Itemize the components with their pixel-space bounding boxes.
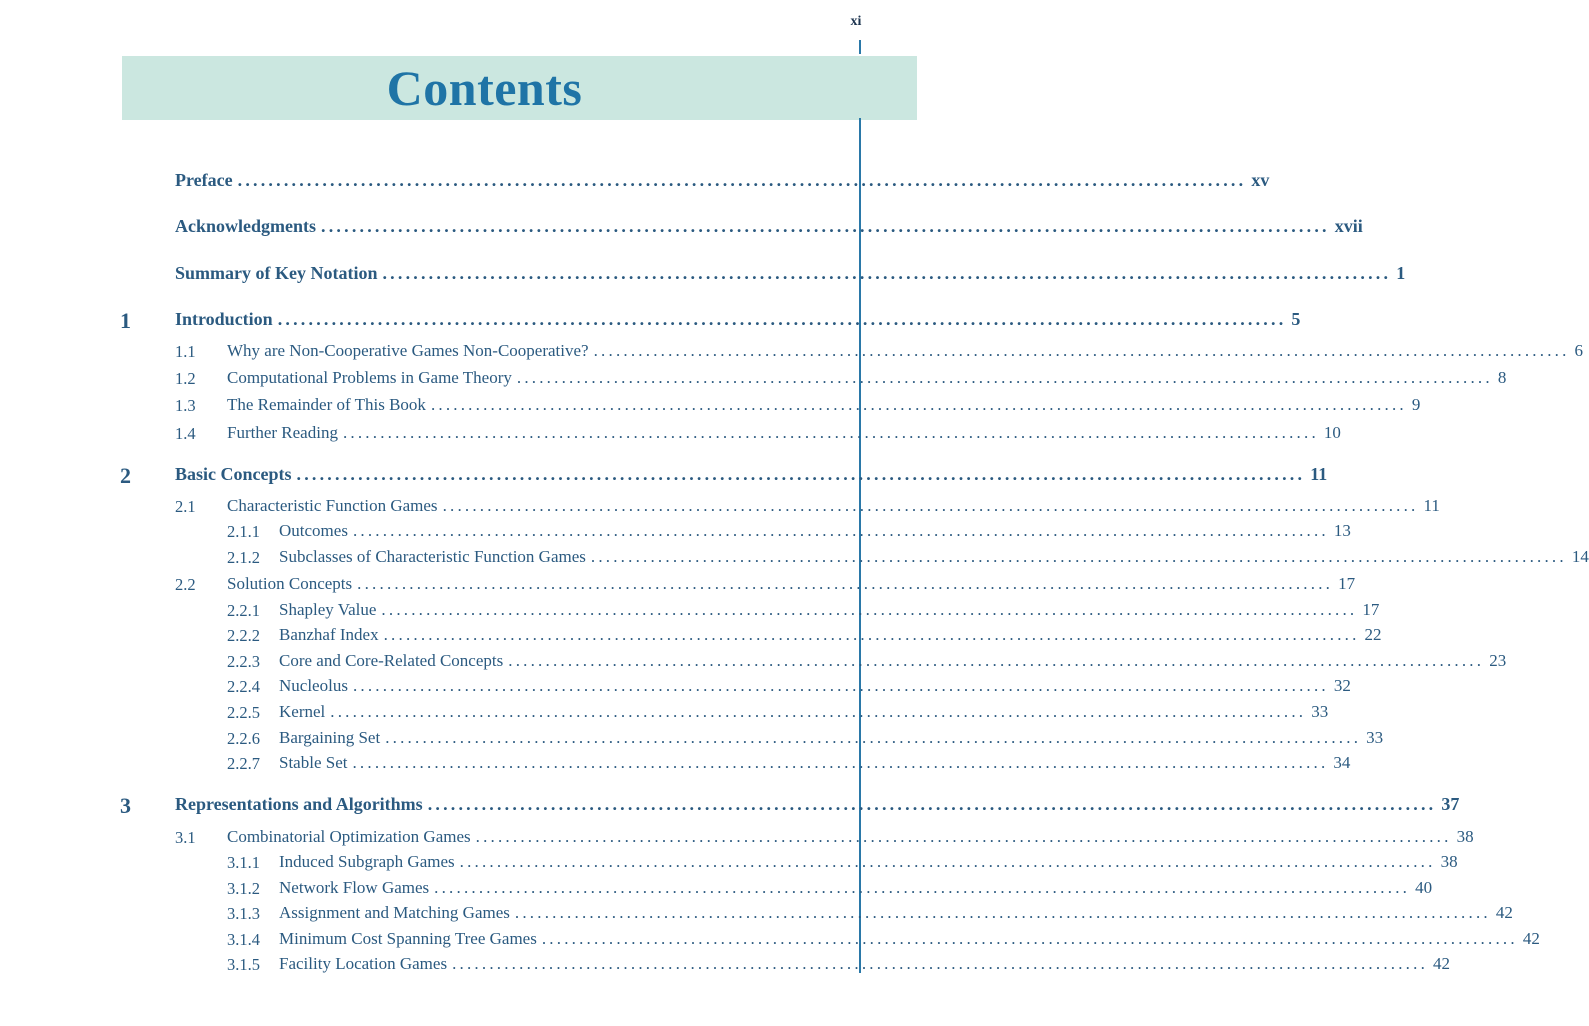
- leader-dots: ...................................................................................................................................: [342, 423, 1319, 442]
- leader-dots: ...................................................................................................................................: [330, 702, 1307, 721]
- subsection-number: 2.2.2: [227, 626, 260, 645]
- section-page: 9: [1411, 395, 1421, 414]
- toc-section[interactable]: [227, 368, 1507, 390]
- subsection-page: 40: [1415, 878, 1433, 897]
- leader-dots: ...................................................................................................................................: [383, 625, 1360, 644]
- toc-section[interactable]: [227, 827, 1474, 849]
- toc-chapter-2[interactable]: [175, 464, 1328, 486]
- leader-dots: ...................................................................................................................................: [352, 676, 1329, 695]
- leader-dots: ...................................................................................................................................: [357, 574, 1334, 593]
- toc-subsection[interactable]: [279, 521, 1351, 543]
- chapter-page: 5: [1291, 309, 1301, 329]
- leader-dots: ...................................................................................................................................: [434, 878, 1411, 897]
- toc-entry-label: Acknowledgments: [175, 216, 317, 236]
- leader-dots: ...................................................................................................................................: [593, 341, 1570, 360]
- section-title: Solution Concepts: [227, 574, 353, 593]
- toc-subsection[interactable]: [279, 547, 1589, 569]
- subsection-page: 14: [1571, 547, 1589, 566]
- toc-entry-summary-notation[interactable]: [175, 263, 1406, 285]
- toc-section[interactable]: [227, 395, 1421, 417]
- toc-entry-page: 1: [1396, 263, 1406, 283]
- subsection-title: Stable Set: [279, 753, 348, 772]
- subsection-title: Subclasses of Characteristic Function Games: [279, 547, 586, 566]
- leader-dots: ...................................................................................................................................: [430, 395, 1407, 414]
- subsection-title: Nucleolus: [279, 676, 348, 695]
- leader-dots: ...................................................................................................................................: [427, 794, 1437, 814]
- leader-dots: ...................................................................................................................................: [385, 728, 1362, 747]
- margin-rule-top: [859, 40, 861, 54]
- section-title: Computational Problems in Game Theory: [227, 368, 512, 387]
- toc-entry-preface[interactable]: [175, 170, 1270, 192]
- leader-dots: ...................................................................................................................................: [296, 464, 1306, 484]
- subsection-title: Network Flow Games: [279, 878, 430, 897]
- toc-subsection[interactable]: [279, 878, 1433, 900]
- toc-subsection[interactable]: [279, 852, 1458, 874]
- section-number: 3.1: [175, 828, 196, 847]
- leader-dots: ...................................................................................................................................: [352, 753, 1329, 772]
- leader-dots: ...................................................................................................................................: [352, 521, 1329, 540]
- section-page: 10: [1323, 423, 1341, 442]
- chapter-title: Representations and Algorithms: [175, 794, 423, 814]
- subsection-page: 42: [1522, 929, 1540, 948]
- section-page: 17: [1338, 574, 1356, 593]
- chapter-number: 2: [120, 463, 131, 488]
- section-page: 38: [1456, 827, 1474, 846]
- toc-section[interactable]: [227, 341, 1584, 363]
- leader-dots: ...................................................................................................................................: [237, 170, 1247, 190]
- subsection-number: 3.1.1: [227, 853, 260, 872]
- toc-entry-page: xv: [1251, 170, 1270, 190]
- toc-subsection[interactable]: [279, 954, 1451, 976]
- leader-dots: ...................................................................................................................................: [442, 496, 1419, 515]
- subsection-page: 42: [1433, 954, 1451, 973]
- section-page: 11: [1423, 496, 1440, 515]
- subsection-number: 3.1.3: [227, 904, 260, 923]
- subsection-title: Bargaining Set: [279, 728, 381, 747]
- subsection-page: 22: [1364, 625, 1382, 644]
- leader-dots: ...................................................................................................................................: [452, 954, 1429, 973]
- toc-section[interactable]: [227, 496, 1440, 518]
- leader-dots: ...................................................................................................................................: [277, 309, 1287, 329]
- leader-dots: ...................................................................................................................................: [508, 651, 1485, 670]
- subsection-title: Induced Subgraph Games: [279, 852, 455, 871]
- section-page: 8: [1497, 368, 1507, 387]
- leader-dots: ...................................................................................................................................: [459, 852, 1436, 871]
- chapter-title: Basic Concepts: [175, 464, 292, 484]
- section-number: 1.2: [175, 369, 196, 388]
- subsection-number: 2.1.2: [227, 548, 260, 567]
- section-page: 6: [1574, 341, 1584, 360]
- section-number: 2.2: [175, 575, 196, 594]
- toc-entry-acknowledgments[interactable]: [175, 216, 1363, 238]
- leader-dots: ...................................................................................................................................: [382, 263, 1392, 283]
- toc-section[interactable]: [227, 574, 1356, 596]
- chapter-number: 3: [120, 793, 131, 818]
- toc-subsection[interactable]: [279, 651, 1507, 673]
- toc-subsection[interactable]: [279, 625, 1382, 647]
- toc-section[interactable]: [227, 423, 1341, 445]
- leader-dots: ...................................................................................................................................: [321, 216, 1330, 236]
- toc-subsection[interactable]: [279, 753, 1351, 775]
- toc-subsection[interactable]: [279, 676, 1351, 698]
- subsection-title: Core and Core-Related Concepts: [279, 651, 504, 670]
- subsection-number: 3.1.2: [227, 879, 260, 898]
- leader-dots: ...................................................................................................................................: [541, 929, 1518, 948]
- subsection-page: 23: [1489, 651, 1507, 670]
- subsection-title: Assignment and Matching Games: [279, 903, 510, 922]
- subsection-page: 42: [1495, 903, 1513, 922]
- subsection-title: Outcomes: [279, 521, 348, 540]
- chapter-page: 37: [1441, 794, 1460, 814]
- subsection-number: 2.2.6: [227, 729, 260, 748]
- subsection-number: 2.2.4: [227, 677, 260, 696]
- section-title: The Remainder of This Book: [227, 395, 426, 414]
- chapter-number: 1: [120, 308, 131, 333]
- toc-entry-page: xvii: [1334, 216, 1363, 236]
- subsection-page: 34: [1333, 753, 1351, 772]
- subsection-number: 2.2.7: [227, 754, 260, 773]
- chapter-title: Introduction: [175, 309, 273, 329]
- toc-chapter-1[interactable]: [175, 309, 1301, 331]
- section-number: 1.4: [175, 424, 196, 443]
- subsection-number: 3.1.5: [227, 955, 260, 974]
- subsection-title: Shapley Value: [279, 600, 377, 619]
- toc-entry-label: Summary of Key Notation: [175, 263, 378, 283]
- subsection-number: 2.2.5: [227, 703, 260, 722]
- subsection-title: Minimum Cost Spanning Tree Games: [279, 929, 537, 948]
- leader-dots: ...................................................................................................................................: [475, 827, 1452, 846]
- subsection-title: Kernel: [279, 702, 326, 721]
- section-title: Characteristic Function Games: [227, 496, 438, 515]
- page-title: Contents: [386, 60, 583, 116]
- leader-dots: ...................................................................................................................................: [514, 903, 1491, 922]
- section-title: Why are Non-Cooperative Games Non-Cooperative?: [227, 341, 589, 360]
- leader-dots: ...................................................................................................................................: [590, 547, 1567, 566]
- subsection-number: 2.1.1: [227, 522, 260, 541]
- toc-subsection[interactable]: [279, 702, 1329, 724]
- subsection-page: 33: [1366, 728, 1384, 747]
- toc-entry-label: Preface: [175, 170, 233, 190]
- subsection-page: 17: [1362, 600, 1380, 619]
- subsection-number: 2.2.1: [227, 601, 260, 620]
- section-number: 1.1: [175, 342, 196, 361]
- toc-subsection[interactable]: [279, 903, 1513, 925]
- subsection-page: 33: [1311, 702, 1329, 721]
- section-title: Combinatorial Optimization Games: [227, 827, 471, 846]
- subsection-page: 13: [1333, 521, 1351, 540]
- toc-subsection[interactable]: [279, 600, 1380, 622]
- section-number: 2.1: [175, 497, 196, 516]
- toc-subsection[interactable]: [279, 929, 1540, 951]
- section-number: 1.3: [175, 396, 196, 415]
- subsection-page: 32: [1333, 676, 1351, 695]
- subsection-title: Banzhaf Index: [279, 625, 379, 644]
- subsection-title: Facility Location Games: [279, 954, 448, 973]
- subsection-number: 3.1.4: [227, 930, 260, 949]
- subsection-page: 38: [1440, 852, 1458, 871]
- chapter-page: 11: [1310, 464, 1328, 484]
- leader-dots: ...................................................................................................................................: [381, 600, 1358, 619]
- subsection-number: 2.2.3: [227, 652, 260, 671]
- page-number: xi: [850, 14, 862, 29]
- toc-subsection[interactable]: [279, 728, 1384, 750]
- leader-dots: ...................................................................................................................................: [516, 368, 1493, 387]
- toc-chapter-3[interactable]: [175, 794, 1460, 816]
- section-title: Further Reading: [227, 423, 338, 442]
